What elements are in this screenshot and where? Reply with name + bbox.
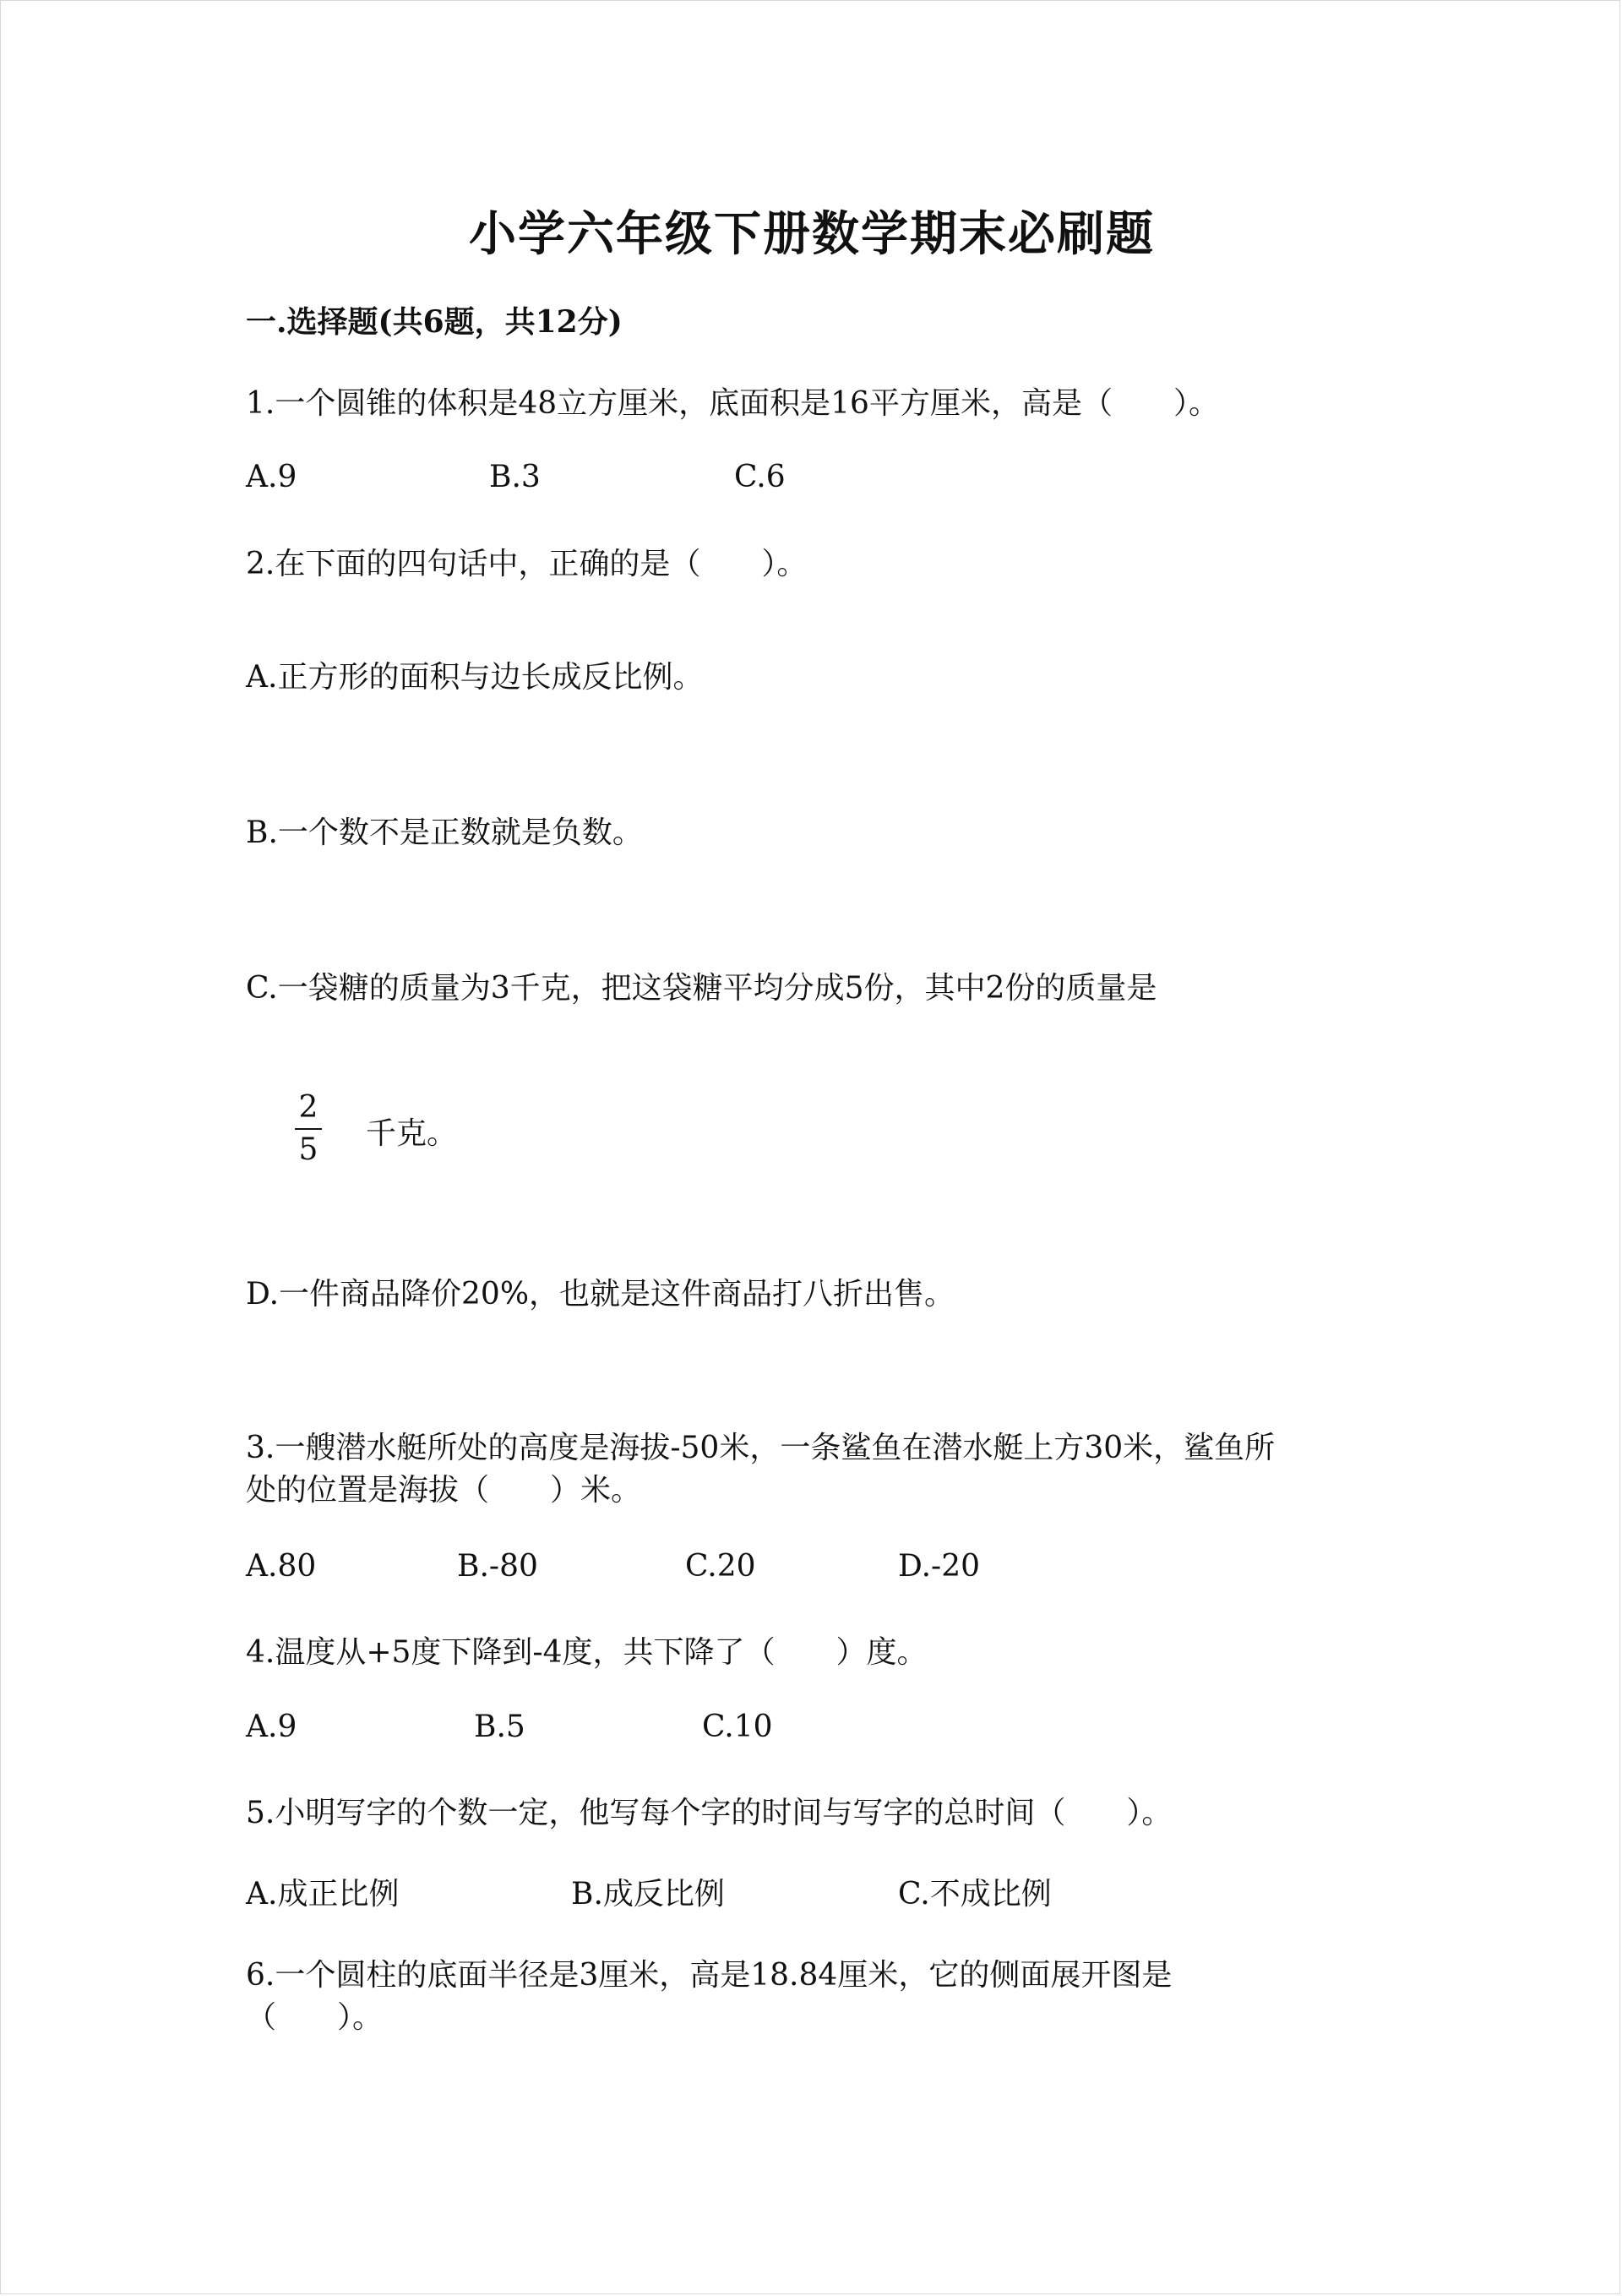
question-3-line-1: 3.一艘潜水艇所处的高度是海拔-50米，一条鲨鱼在潜水艇上方30米，鲨鱼所 bbox=[246, 1431, 1276, 1465]
q1-option-c: C.6 bbox=[734, 460, 786, 494]
q5-option-b: B.成反比例 bbox=[571, 1877, 725, 1912]
q2-option-c-tail: 千克。 bbox=[366, 1116, 458, 1151]
q2-option-b: B.一个数不是正数就是负数。 bbox=[246, 815, 643, 850]
fraction-two-fifths bbox=[291, 1090, 325, 1167]
fraction-numerator: 2 bbox=[298, 1090, 318, 1125]
q3-option-b: B.-80 bbox=[457, 1549, 538, 1584]
question-6-line-2: （ ）。 bbox=[246, 2000, 384, 2035]
question-5: 5.小明写字的个数一定，他写每个字的时间与写字的总时间（ ）。 bbox=[246, 1796, 1173, 1830]
q1-option-b: B.3 bbox=[489, 460, 541, 494]
q4-option-a: A.9 bbox=[246, 1710, 297, 1744]
question-1: 1.一个圆锥的体积是48立方厘米，底面积是16平方厘米，高是（ ）。 bbox=[246, 386, 1219, 421]
q3-option-d: D.-20 bbox=[898, 1549, 980, 1584]
question-6-line-1: 6.一个圆柱的底面半径是3厘米，高是18.84厘米，它的侧面展开图是 bbox=[246, 1958, 1173, 1993]
q2-option-d: D.一件商品降价20%，也就是这件商品打八折出售。 bbox=[246, 1277, 955, 1312]
q5-option-a: A.成正比例 bbox=[246, 1877, 400, 1912]
page-title: 小学六年级下册数学期末必刷题 bbox=[469, 206, 1155, 262]
fraction-bar bbox=[295, 1128, 322, 1130]
q1-option-a: A.9 bbox=[246, 460, 297, 494]
q2-option-a: A.正方形的面积与边长成反比例。 bbox=[246, 660, 704, 695]
q4-option-c: C.10 bbox=[702, 1710, 773, 1744]
question-4: 4.温度从+5度下降到-4度，共下降了（ ）度。 bbox=[246, 1635, 928, 1670]
q4-option-b: B.5 bbox=[474, 1710, 525, 1744]
section-heading: 一.选择题(共6题，共12分) bbox=[246, 304, 623, 340]
q5-option-c: C.不成比例 bbox=[898, 1877, 1052, 1912]
fraction-denominator: 5 bbox=[298, 1132, 318, 1167]
q3-option-a: A.80 bbox=[246, 1549, 317, 1584]
q2-option-c: C.一袋糖的质量为3千克，把这袋糖平均分成5份，其中2份的质量是 bbox=[246, 971, 1157, 1006]
question-2: 2.在下面的四句话中，正确的是（ ）。 bbox=[246, 547, 808, 581]
q3-option-c: C.20 bbox=[685, 1549, 756, 1584]
question-3-line-2: 处的位置是海拔（ ）米。 bbox=[246, 1473, 642, 1508]
